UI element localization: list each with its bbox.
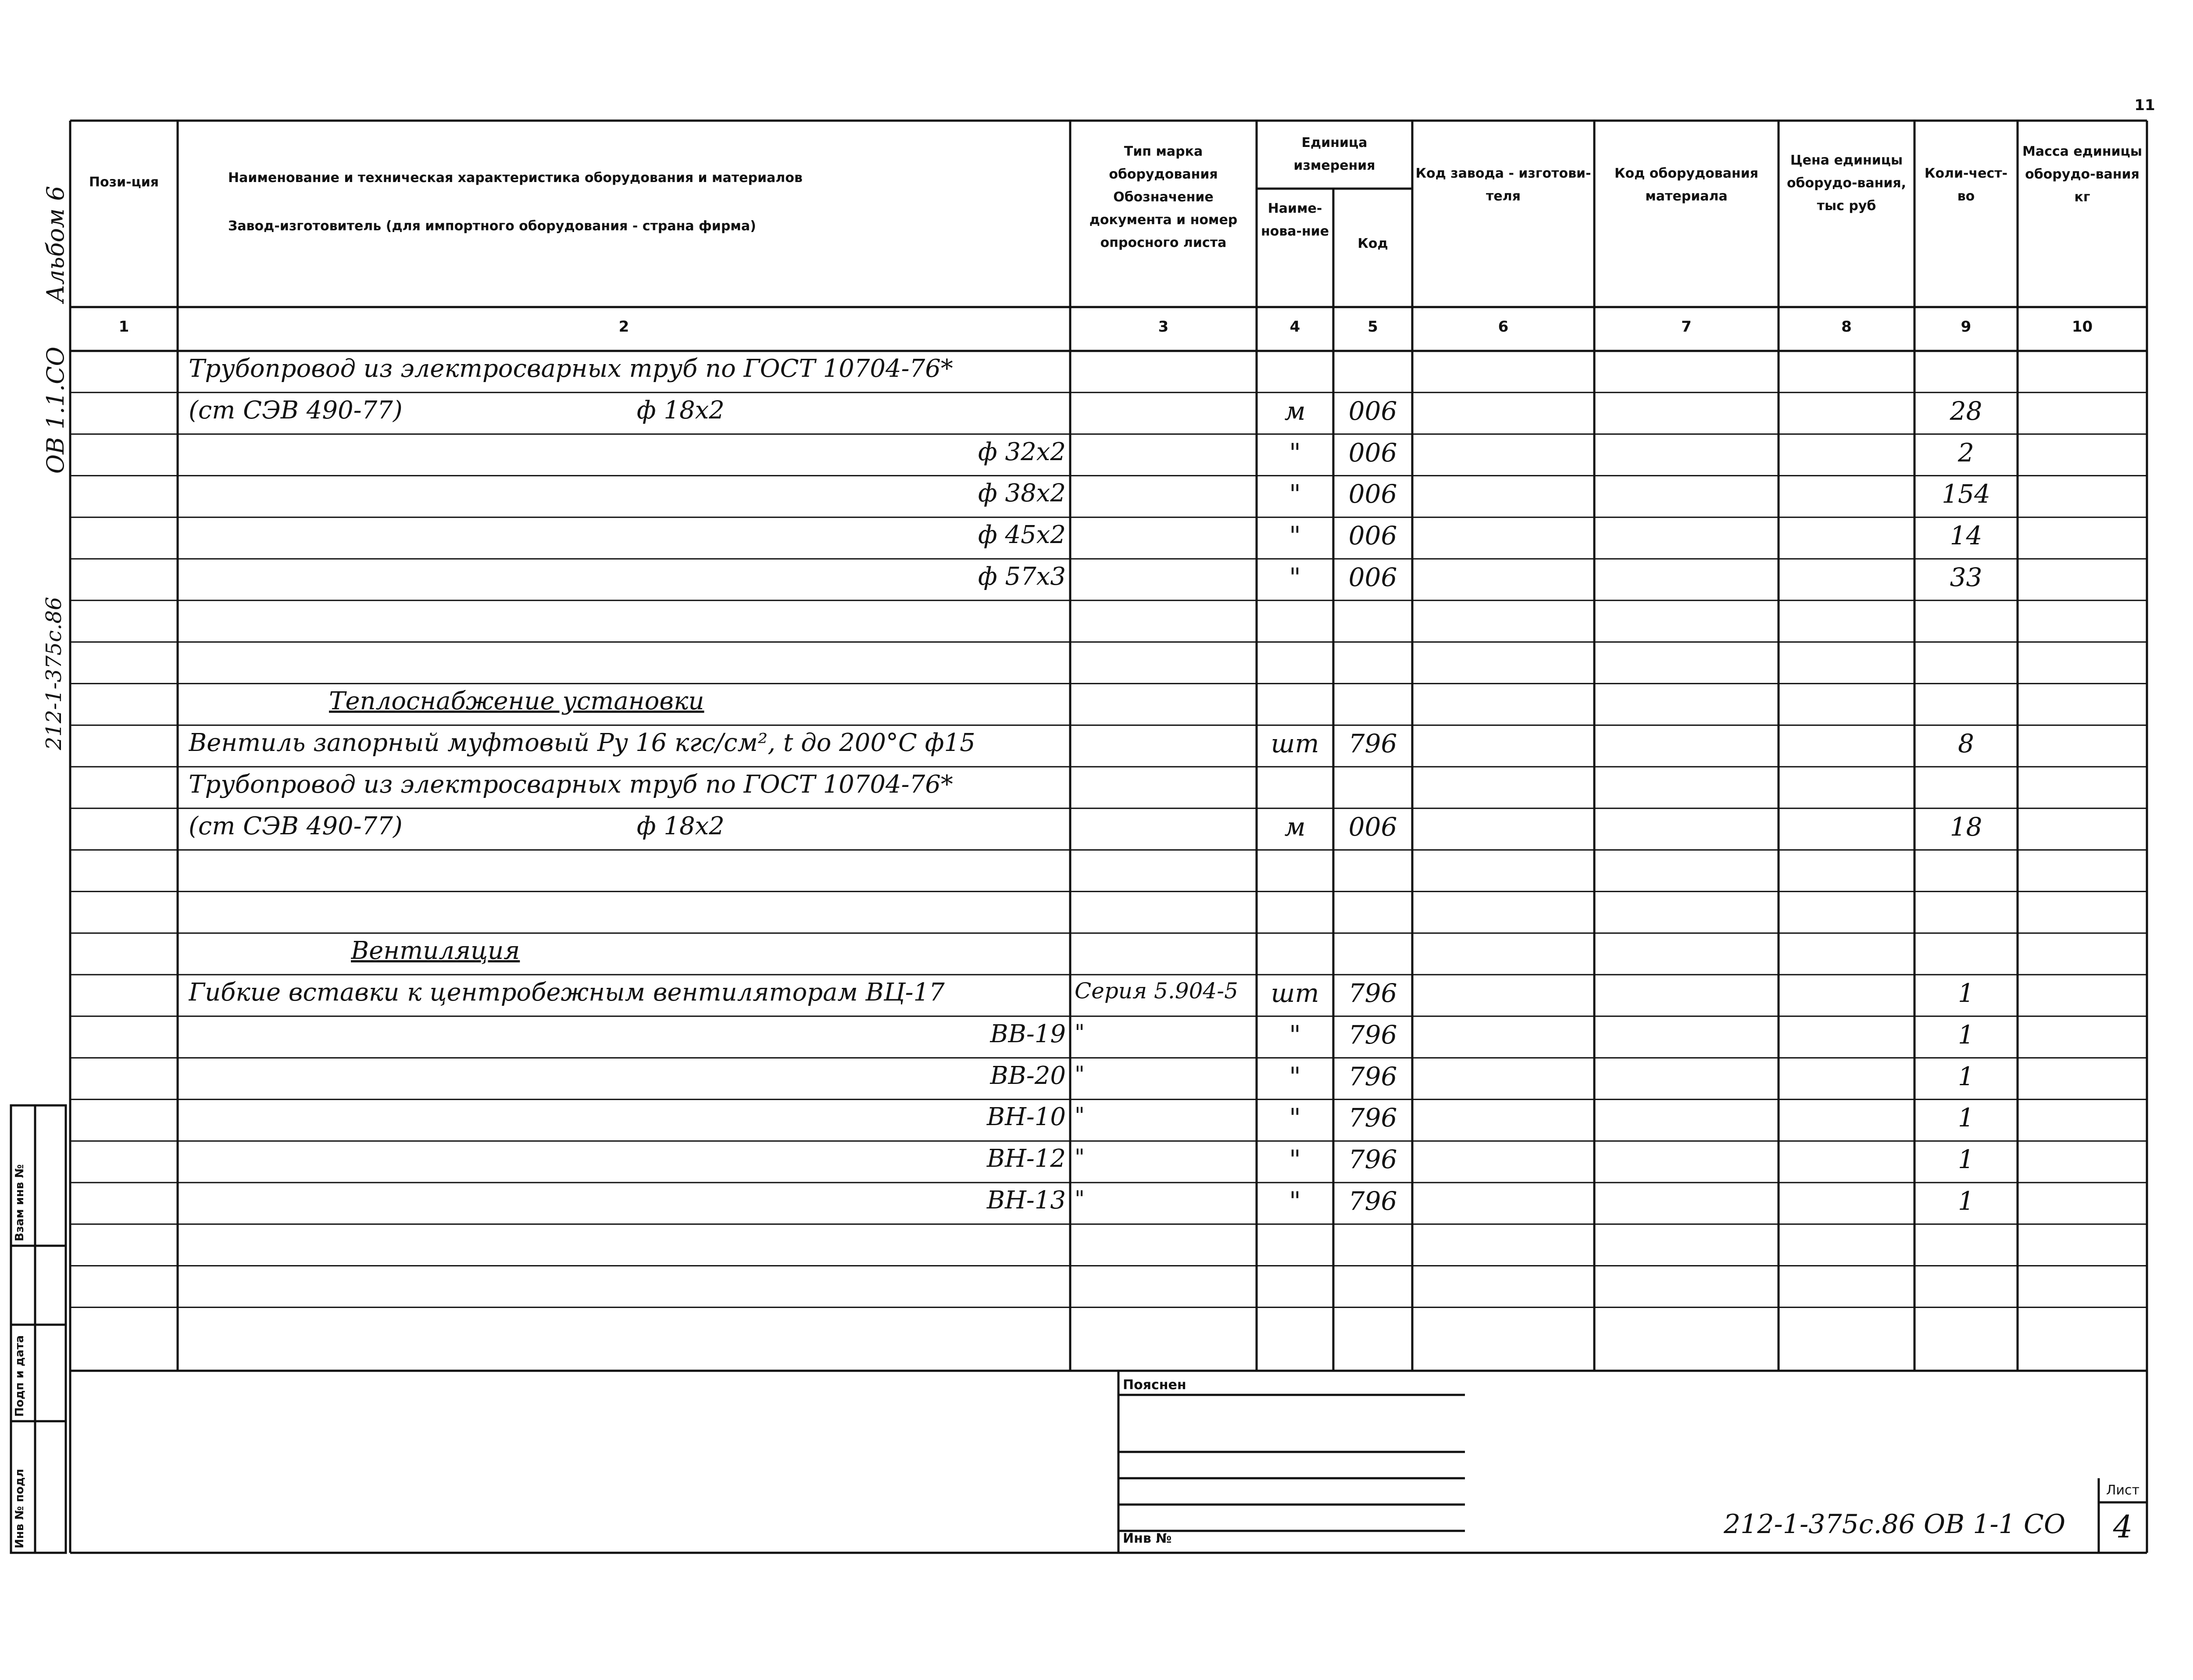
column-number: 2 [618,318,629,336]
row-unit: шт [1271,729,1319,759]
header-unit-code: Код [1357,236,1388,251]
column-number: 6 [1498,318,1509,336]
row-type: " [1075,1103,1085,1129]
margin-stamp-1: Инв № подл [13,1469,26,1548]
row-code: 006 [1348,396,1397,426]
margin-stamp-3: Взам инв № [13,1164,26,1241]
row-qty: 1 [1958,978,1974,1008]
margin-project: 212-1-375с.86 [42,597,66,750]
row-name: Вентиляция [351,937,520,965]
margin-stamp-2: Подп и дата [13,1335,26,1417]
stamp-label-top: Пояснен [1123,1377,1186,1393]
row-code: 006 [1348,811,1397,842]
header-unit-name: Наиме-нова-ние [1261,201,1329,239]
column-number: 8 [1841,318,1852,336]
row-name: Трубопровод из электросварных труб по ГОСТ 10704-76* [189,354,953,383]
row-code: 006 [1348,437,1397,468]
row-type: Серия 5.904-5 [1075,978,1238,1004]
row-unit: м [1284,811,1306,842]
header-equipment-code: Код оборудования материала [1614,166,1759,204]
row-unit: " [1289,1186,1301,1216]
row-code: 796 [1348,1061,1397,1091]
header-position: Пози-ция [89,175,159,190]
row-code: 006 [1348,562,1397,592]
row-qty: 2 [1958,437,1974,468]
row-unit: " [1289,1103,1301,1133]
header-maker-code: Код завода - изготови-теля [1415,166,1591,204]
stamp-label-bottom: Инв № [1123,1531,1172,1546]
header-quantity: Коли-чест-во [1924,166,2008,204]
row-name: ВВ-20 [990,1061,1066,1090]
row-name: ВН-10 [986,1103,1066,1132]
row-unit: шт [1271,978,1319,1008]
row-unit: " [1289,1019,1301,1050]
stamp-sheet-label: Лист [2106,1483,2140,1498]
margin-code: ОВ 1.1.СО [42,347,69,474]
row-qty: 28 [1950,396,1982,426]
row-qty: 8 [1958,729,1974,759]
row-code: 796 [1348,1019,1397,1050]
row-qty: 33 [1950,562,1982,592]
header-type: Тип марка оборудования Обозначение документа и номер опросного листа [1089,144,1238,250]
row-type: " [1075,1144,1085,1170]
column-number: 9 [1961,318,1972,336]
row-name: Гибкие вставки к центробежным вентиляторам ВЦ-17 [189,978,945,1007]
row-type: " [1075,1186,1085,1212]
row-code: 796 [1348,1144,1397,1175]
row-unit: " [1289,562,1301,592]
row-name: Теплоснабжение установки [329,687,704,716]
row-qty: 154 [1942,479,1990,509]
row-name: ВН-13 [986,1186,1066,1215]
header-price: Цена единицы оборудо-вания, тыс руб [1786,153,1907,214]
row-qty: 1 [1958,1061,1974,1091]
stamp-sheet-number: 4 [2113,1509,2133,1545]
row-code: 796 [1348,1103,1397,1133]
column-number: 10 [2072,318,2093,336]
row-qty: 1 [1958,1186,1974,1216]
header-unit-group: Единица измерения [1293,135,1375,173]
header-name-line2: Завод-изготовитель (для импортного оборудования - страна фирма) [228,218,756,234]
stamp-doc-code: 212-1-375с.86 ОВ 1-1 СО [1724,1509,2066,1540]
column-number: 5 [1368,318,1378,336]
row-code: 006 [1348,479,1397,509]
row-type: " [1075,1061,1085,1087]
column-number: 7 [1681,318,1692,336]
header-mass: Масса единицы оборудо-вания кг [2022,144,2143,205]
row-name: ф 38х2 [978,479,1066,508]
page-number: 11 [2134,97,2155,114]
row-name: ф 32х2 [978,437,1066,466]
row-code: 796 [1348,1186,1397,1216]
row-name: ф 57х3 [978,562,1066,591]
row-unit: " [1289,521,1301,551]
row-qty: 14 [1950,521,1982,551]
row-name: Трубопровод из электросварных труб по ГОСТ 10704-76* [189,770,953,799]
row-unit: " [1289,437,1301,468]
header-name-line1: Наименование и техническая характеристика оборудования и материалов [228,170,803,186]
row-name: (ст СЭВ 490-77) ф 18х2 [189,811,725,840]
row-qty: 1 [1958,1144,1974,1175]
row-type: " [1075,1019,1085,1045]
row-name: ВВ-19 [990,1019,1066,1048]
row-code: 006 [1348,521,1397,551]
row-qty: 1 [1958,1103,1974,1133]
row-name: ф 45х2 [978,521,1066,550]
row-unit: " [1289,1144,1301,1175]
row-unit: " [1289,479,1301,509]
row-qty: 18 [1950,811,1982,842]
row-qty: 1 [1958,1019,1974,1050]
row-unit: м [1284,396,1306,426]
row-name: (ст СЭВ 490-77) ф 18х2 [189,396,725,425]
row-code: 796 [1348,978,1397,1008]
row-code: 796 [1348,729,1397,759]
row-unit: " [1289,1061,1301,1091]
column-number: 4 [1289,318,1300,336]
row-name: ВН-12 [986,1144,1066,1173]
column-number: 3 [1158,318,1169,336]
margin-annex: Альбом 6 [42,186,69,303]
row-name: Вентиль запорный муфтовый Py 16 кгс/см², t до 200°С ф15 [189,729,975,758]
column-number: 1 [118,318,129,336]
